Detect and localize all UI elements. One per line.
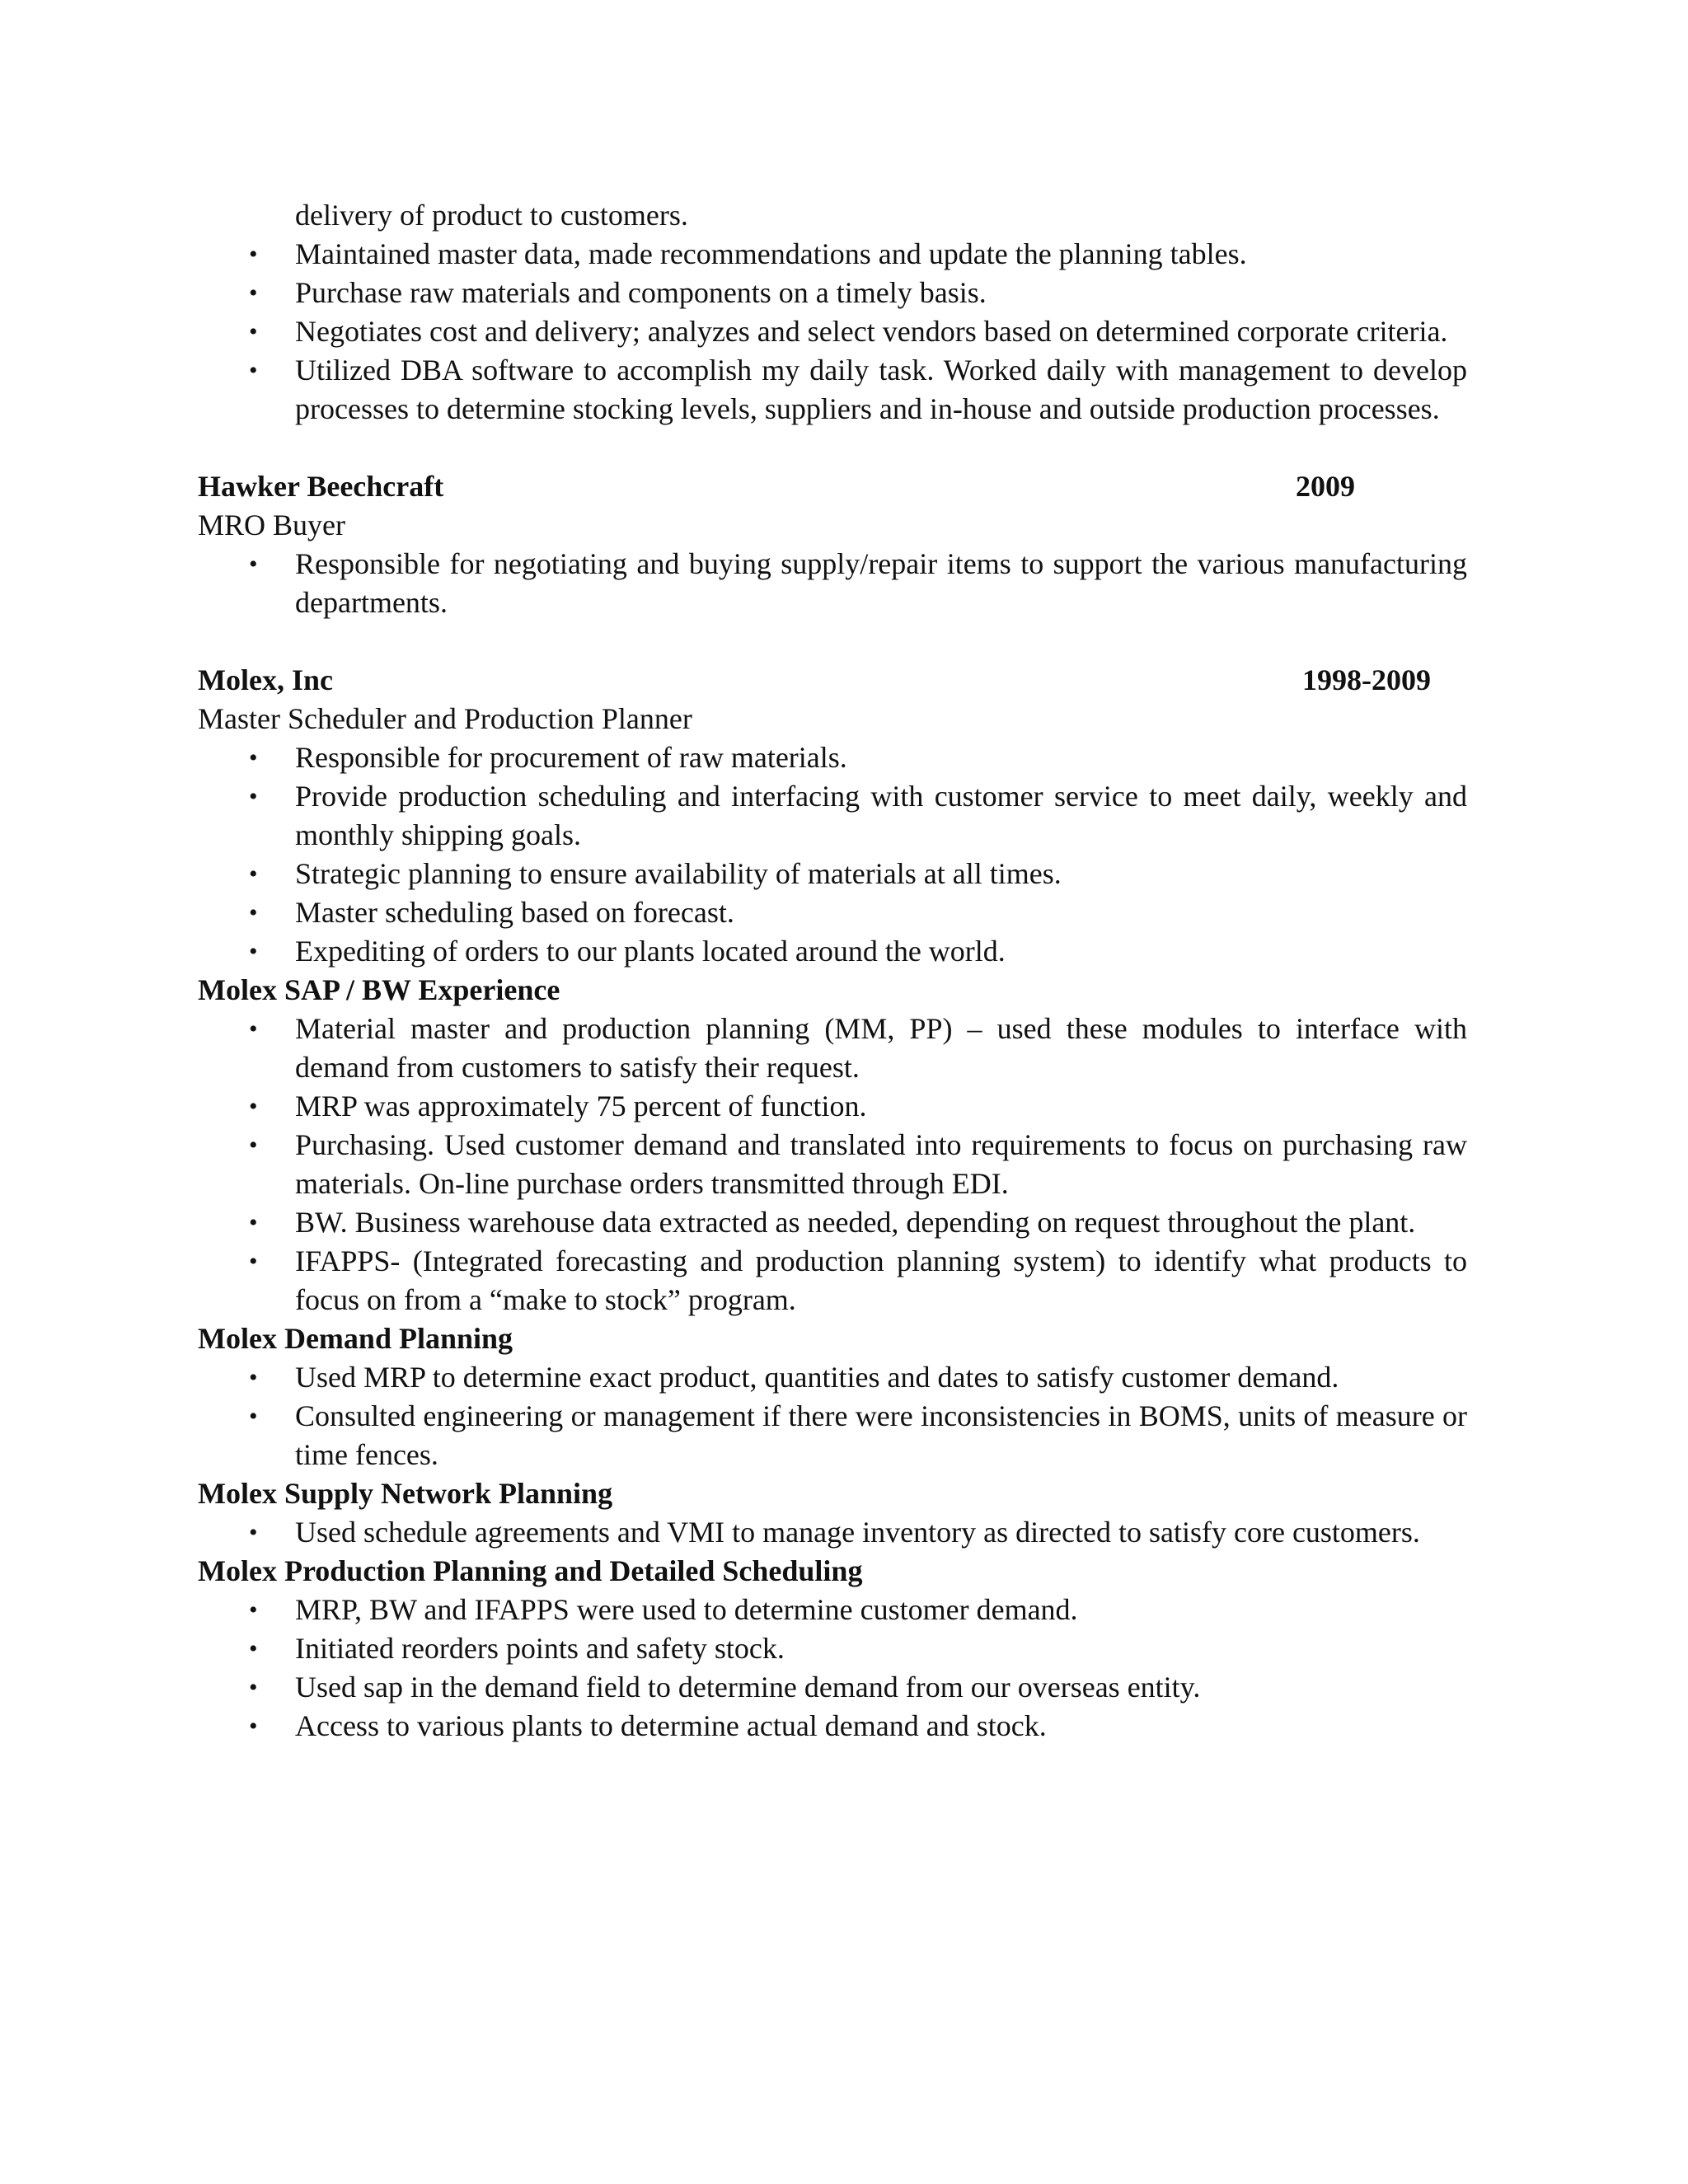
demand-bullet-list xyxy=(198,1358,1467,1474)
bullet-text: Negotiates cost and delivery; analyzes and select vendors based on determined corporate criteria. xyxy=(295,315,1448,348)
bullet-item xyxy=(198,1707,1467,1746)
bullet-icon: • xyxy=(249,1248,258,1275)
bullet-icon: • xyxy=(249,899,258,926)
bullet-icon: • xyxy=(249,1093,258,1120)
bullet-text: Master scheduling based on forecast. xyxy=(295,896,734,929)
bullet-item xyxy=(198,1203,1467,1242)
bullet-item xyxy=(198,777,1467,855)
bullet-item xyxy=(198,1126,1467,1203)
intro-list xyxy=(198,196,1467,235)
bullet-item xyxy=(198,1513,1467,1552)
bullet-text: Purchasing. Used customer demand and translated into requirements to focus on purchasing raw materials. On-line purchase orders transmitted through EDI. xyxy=(295,1128,1467,1200)
bullet-icon: • xyxy=(249,241,258,268)
bullet-text: Strategic planning to ensure availability of materials at all times. xyxy=(295,857,1062,890)
bullet-item xyxy=(198,1242,1467,1319)
hawker-header xyxy=(198,467,1467,506)
sap-bullet-list xyxy=(198,1010,1467,1319)
bullet-text: Used sap in the demand field to determine demand from our overseas entity. xyxy=(295,1671,1201,1704)
hawker-bullet-list xyxy=(198,545,1467,622)
intro-continuation: delivery of product to customers. xyxy=(295,199,688,232)
bullet-text: MRP, BW and IFAPPS were used to determine customer demand. xyxy=(295,1593,1078,1626)
bullet-icon: • xyxy=(249,1635,258,1662)
bullet-item xyxy=(198,738,1467,777)
bullet-icon: • xyxy=(249,357,258,384)
ppds-heading: Molex Production Planning and Detailed Scheduling xyxy=(198,1554,863,1587)
bullet-icon: • xyxy=(249,860,258,888)
bullet-icon: • xyxy=(249,783,258,810)
bullet-item xyxy=(198,893,1467,932)
bullet-item xyxy=(198,1397,1467,1474)
bullet-text: Initiated reorders points and safety stock. xyxy=(295,1632,785,1665)
bullet-item xyxy=(198,351,1467,429)
bullet-text: Material master and production planning (MM, PP) – used these modules to interface with demand from customers to satisfy their request. xyxy=(295,1012,1467,1084)
demand-heading: Molex Demand Planning xyxy=(198,1322,513,1355)
bullet-icon: • xyxy=(249,318,258,345)
bullet-text: Responsible for negotiating and buying supply/repair items to support the various manufacturing departments. xyxy=(295,547,1467,619)
resume-content xyxy=(198,196,1467,1746)
bullet-text: Used MRP to determine exact product, quantities and dates to satisfy customer demand. xyxy=(295,1361,1339,1394)
bullet-icon: • xyxy=(249,1364,258,1391)
bullet-item xyxy=(198,1010,1467,1087)
molex-role: Master Scheduler and Production Planner xyxy=(198,702,692,735)
supply-bullet-list xyxy=(198,1513,1467,1552)
bullet-item xyxy=(198,932,1467,971)
bullet-icon: • xyxy=(249,938,258,965)
bullet-text: Consulted engineering or management if there were inconsistencies in BOMS, units of measure or time fences. xyxy=(295,1399,1467,1471)
supply-heading: Molex Supply Network Planning xyxy=(198,1477,613,1510)
bullet-text: Maintained master data, made recommendations and update the planning tables. xyxy=(295,237,1247,270)
bullet-text: BW. Business warehouse data extracted as needed, depending on request throughout the plant. xyxy=(295,1206,1416,1239)
bullet-icon: • xyxy=(249,1519,258,1546)
bullet-icon: • xyxy=(249,1209,258,1236)
hawker-date: 2009 xyxy=(1296,470,1355,503)
bullet-icon: • xyxy=(249,1674,258,1701)
bullet-text: Provide production scheduling and interfacing with customer service to meet daily, weekly and monthly shipping goals. xyxy=(295,780,1467,851)
ppds-bullet-list xyxy=(198,1591,1467,1746)
bullet-icon: • xyxy=(249,1015,258,1043)
bullet-text: Utilized DBA software to accomplish my daily task. Worked daily with management to develop processes to determine stocking levels, suppliers and in-house and outside production processes. xyxy=(295,354,1467,425)
bullet-text: IFAPPS- (Integrated forecasting and production planning system) to identify what products to focus on from a “make to stock” program. xyxy=(295,1244,1467,1316)
molex-date: 1998-2009 xyxy=(1302,663,1431,696)
bullet-icon: • xyxy=(249,279,258,307)
bullet-item xyxy=(198,855,1467,893)
bullet-item xyxy=(198,1668,1467,1707)
hawker-company-name: Hawker Beechcraft xyxy=(198,470,444,503)
bullet-text: Expediting of orders to our plants located around the world. xyxy=(295,935,1006,968)
sap-heading: Molex SAP / BW Experience xyxy=(198,973,560,1006)
molex-company-name: Molex, Inc xyxy=(198,663,333,696)
bullet-icon: • xyxy=(249,1403,258,1430)
bullet-text: Responsible for procurement of raw materials. xyxy=(295,741,847,774)
bullet-text: MRP was approximately 75 percent of function. xyxy=(295,1090,867,1122)
molex-bullet-list xyxy=(198,738,1467,971)
bullet-icon: • xyxy=(249,1596,258,1624)
bullet-item xyxy=(198,545,1467,622)
hawker-role: MRO Buyer xyxy=(198,509,345,541)
bullet-item xyxy=(198,235,1467,274)
bullet-item xyxy=(198,312,1467,351)
bullet-icon: • xyxy=(249,551,258,578)
intro-bullet-list xyxy=(198,235,1467,429)
bullet-item xyxy=(198,274,1467,312)
bullet-item xyxy=(198,1629,1467,1668)
bullet-icon: • xyxy=(249,1713,258,1740)
bullet-icon: • xyxy=(249,1132,258,1159)
molex-header xyxy=(198,661,1467,700)
bullet-icon: • xyxy=(249,744,258,771)
bullet-text: Purchase raw materials and components on a timely basis. xyxy=(295,276,987,309)
bullet-text: Used schedule agreements and VMI to manage inventory as directed to satisfy core customers. xyxy=(295,1516,1420,1549)
bullet-text: Access to various plants to determine actual demand and stock. xyxy=(295,1709,1047,1742)
bullet-item xyxy=(198,1591,1467,1629)
bullet-item xyxy=(198,1358,1467,1397)
bullet-item xyxy=(198,1087,1467,1126)
